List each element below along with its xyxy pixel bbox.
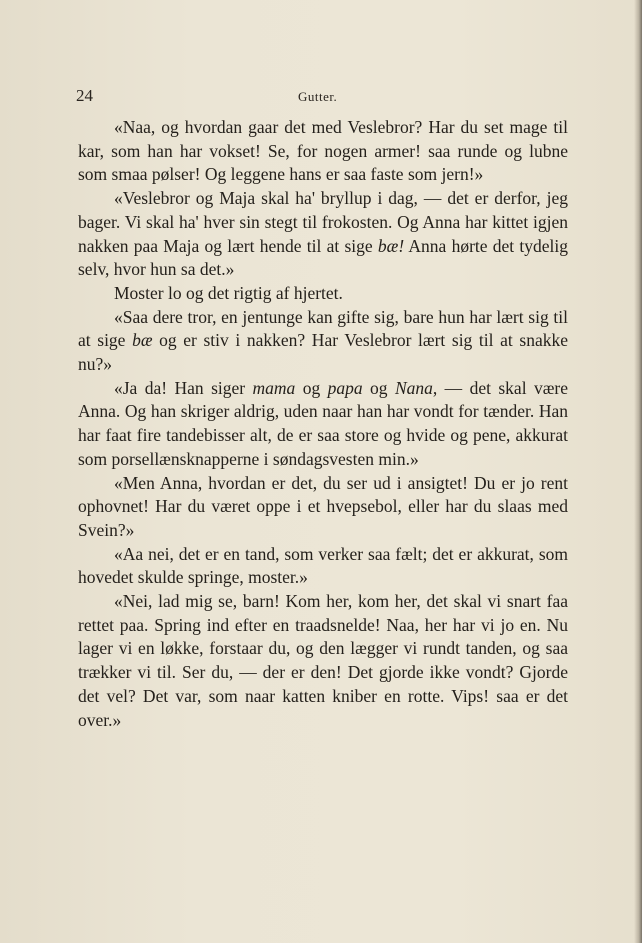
paragraph: «Men Anna, hvordan er det, du ser ud i ansigtet! Du er jo rent ophovnet! Har du været oppe i et hvepsebol, eller har du slaas med Svein?» (78, 472, 568, 540)
paragraph: «Aa nei, det er en tand, som verker saa fælt; det er akkurat, som hovedet skulde springe, moster.» (78, 543, 568, 588)
page-edge-shadow (634, 0, 642, 943)
page-header (76, 86, 568, 108)
paragraph: «Saa dere tror, en jentunge kan gifte sig, bare hun har lært sig til at sige bæ og er stiv i nakken? Har Veslebror lært sig til at snakke nu?» (78, 306, 568, 375)
italic-word: Nana (394, 377, 433, 398)
italic-word: bæ! (377, 235, 405, 256)
italic-word: mama (252, 377, 296, 398)
italic-word: bæ (132, 330, 153, 351)
paragraph: «Ja da! Han siger mama og papa og Nana, — det skal være Anna. Og han skriger aldrig, uden naar han har vondt for tænder. Han har faat fire tandebisser alt, de er saa store og hvide og pene, akkurat som porsellænsknapperne i søndagsvesten min.» (78, 377, 568, 469)
italic-word: papa (327, 377, 363, 398)
running-head: Gutter. (298, 89, 338, 104)
paragraph: «Naa, og hvordan gaar det med Veslebror? Har du set mage til kar, som han har vokset! Se, for nogen armer! saa runde og lubne som smaa pølser! Og leggene hans er saa faste som jern!» (78, 117, 568, 185)
paragraph: Moster lo og det rigtig af hjertet. (114, 282, 343, 303)
paragraph: «Veslebror og Maja skal ha' bryllup i dag, — det er derfor, jeg bager. Vi skal ha' hver sin stegt til frokosten. Og Anna har kittet igjen nakken paa Maja og lært hende til at sige bæ! Anna hørte det tydelig selv, hvor hun sa det.» (78, 188, 568, 280)
paragraph: «Nei, lad mig se, barn! Kom her, kom her, det skal vi snart faa rettet paa. Spring ind efter en traadsnelde! Naa, her har vi jo en. Nu lager vi en løkke, forstaar du, og den lægger vi rundt tanden, og saa trækker vi til. Ser du, — der er den! Det gjorde ikke vondt? Gjorde det vel? Det var, som naar katten kniber en rotte. Vips! saa er det over.» (78, 591, 568, 730)
body-text (78, 116, 568, 732)
page-number: 24 (76, 86, 93, 105)
